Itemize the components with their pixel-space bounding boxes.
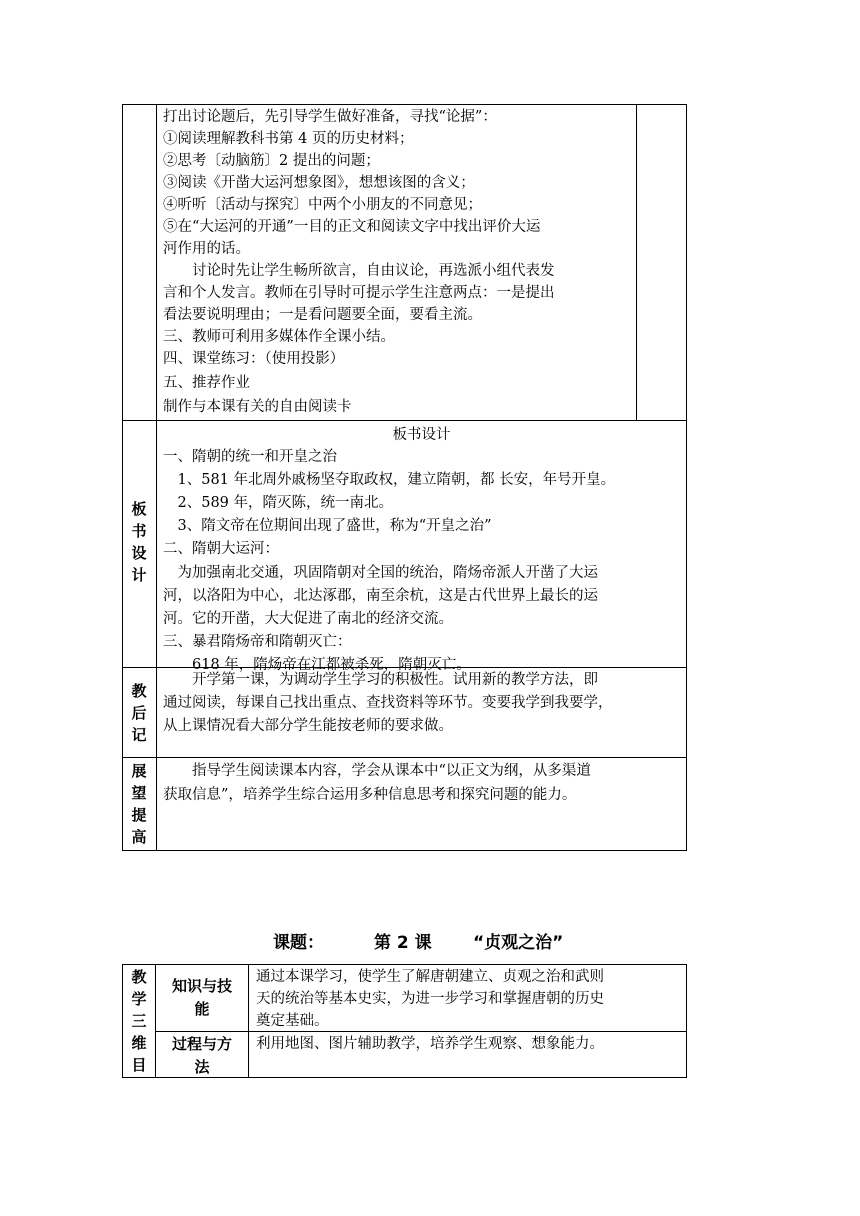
label-column-divider [156,104,157,851]
process-line: 五、推荐作业 [163,375,250,391]
board-line: 二、隋朝大运河： [163,541,279,557]
board-line: 3、隋文帝在位期间出现了盛世，称为“开皇之治” [163,518,492,534]
process-line: ⑤在“大运河的开通”一目的正文和阅读文字中找出评价大运 [163,219,541,235]
process-methods-label: 过程与方 法 [171,1035,232,1076]
title-prefix: 课题： [273,933,324,953]
outlook-line: 指导学生阅读课本内容，学会从课本中“以正文为纲，从多渠道 [163,763,591,779]
process-line: 三、教师可利用多媒体作全课小结。 [163,329,395,345]
process-line: 河作用的话。 [163,241,250,257]
lower-column-divider [248,964,249,1078]
row-divider [122,757,687,758]
table-right-border [686,104,687,851]
afterword-label: 教 后 记 [131,682,147,744]
process-line: ④听听〔活动与探究〕中两个小朋友的不同意见； [163,197,482,213]
three-dimension-goals-label: 教 学 三 维 目 [131,968,147,1074]
board-line: 河，以洛阳为中心，北达涿郡，南至余杭，这是古代世界上最长的运 [163,588,598,604]
afterword-line: 开学第一课，为调动学生学习的积极性。试用新的教学方法，即 [163,672,598,688]
lower-row-divider [155,1031,687,1032]
lower-table-right-border [686,964,687,1078]
table-bottom-border [122,850,687,851]
row-divider [122,420,687,421]
outlook-label: 展 望 提 高 [131,762,147,846]
outlook-line: 获取信息”，培养学生综合运用多种信息思考和探究问题的能力。 [163,787,577,803]
lower-table-top-border [122,964,687,965]
afterword-line: 通过阅读，每课自己找出重点、查找资料等环节。变要我学到我要学， [163,695,613,711]
knowledge-skills-label: 知识与技 能 [171,977,232,1018]
inner-column-divider [636,104,637,420]
goal-line: 奠定基础。 [256,1013,329,1029]
process-line: 看法要说明理由；一是看问题要全面，要看主流。 [163,307,482,323]
title-lesson-number: 第 2 课 [374,933,432,953]
board-line: 1、581 年北周外戚杨坚夺取政权，建立隋朝，都 长安，年号开皇。 [163,472,616,488]
goal-line: 利用地图、图片辅助教学，培养学生观察、想象能力。 [256,1036,604,1052]
board-line: 河。它的开凿，大大促进了南北的经济交流。 [163,611,453,627]
board-line: 为加强南北交通，巩固隋朝对全国的统治，隋炀帝派人开凿了大运 [163,565,598,581]
board-line: 2、589 年，隋灭陈，统一南北。 [163,495,394,511]
process-line: ③阅读《开凿大运河想象图》，想想该图的含义； [163,175,475,191]
lesson-title [0,928,860,958]
goal-line: 通过本课学习，使学生了解唐朝建立、贞观之治和武则 [256,969,604,985]
process-line: 制作与本课有关的自由阅读卡 [163,399,352,415]
process-line: 讨论时先让学生畅所欲言，自由议论，再选派小组代表发 [163,263,555,279]
board-line: 三、暴君隋炀帝和隋朝灭亡： [163,634,352,650]
title-lesson-name: “贞观之治” [473,933,564,953]
board-line: 618 年，隋炀帝在江都被杀死，隋朝灭亡。 [163,657,471,673]
afterword-line: 从上课情况看大部分学生能按老师的要求做。 [163,718,453,734]
table-top-border [122,104,687,105]
board-line: 一、隋朝的统一和开皇之治 [163,449,337,465]
process-line: ①阅读理解教科书第 4 页的历史材料； [163,131,414,147]
process-line: 打出讨论题后，先引导学生做好准备，寻找“论据”： [163,109,497,125]
goal-line: 天的统治等基本史实，为进一步学习和掌握唐朝的历史 [256,991,604,1007]
board-design-heading: 板书设计 [392,427,451,443]
process-line: 言和个人发言。教师在引导时可提示学生注意两点：一是提出 [163,285,555,301]
process-line: ②思考〔动脑筋〕2 提出的问题； [163,153,380,169]
board-design-label: 板 书 设 计 [131,500,147,584]
process-line: 四、课堂练习：（使用投影） [163,351,345,367]
